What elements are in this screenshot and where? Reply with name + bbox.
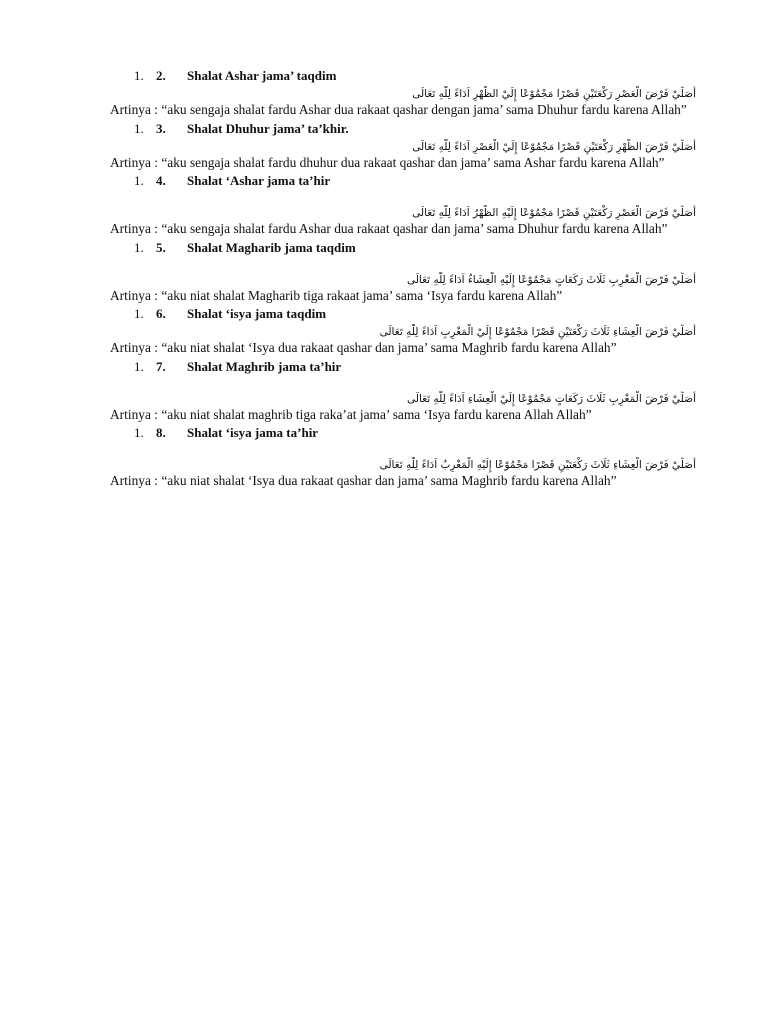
section-isya-jama-tahir [110, 425, 710, 489]
list-number-inner: 6. [156, 306, 166, 321]
section-title: Shalat Ashar jama’ taqdim [187, 68, 337, 83]
section-heading [110, 425, 710, 443]
section-dhuhur-jama-takhir [110, 121, 710, 171]
meaning-paragraph: Artinya : “aku sengaja shalat fardu Ashar dua rakaat qashar dengan jama’ sama Dhuhur fardu karena Allah” [110, 102, 687, 117]
list-number-inner: 7. [156, 358, 166, 374]
section-heading [110, 306, 710, 324]
section-magharib-jama-taqdim [110, 240, 710, 304]
list-number-outer: 1. [134, 120, 144, 136]
list-number-outer: 1. [134, 239, 144, 255]
section-title: Shalat ‘isya jama ta’hir [187, 425, 319, 440]
document-body [110, 68, 710, 492]
section-heading [110, 173, 710, 191]
list-number-outer: 1. [134, 68, 144, 83]
blank-line [110, 443, 710, 457]
arabic-niat: أُصَلِّيْ فَرْضَ الْعِشَاءِ ثَلَاثَ رَكْعَتَيْنِ قَصْرًا مَجْمُوْعًا إِلَيْ الْمَغْرِبِ اَدَاءً لِلّٰهِ تَعَالَى [379, 326, 696, 338]
meaning-paragraph: Artinya : “aku niat shalat ‘Isya dua rakaat qashar dan jama’ sama Maghrib fardu karena Allah” [110, 340, 617, 355]
list-number-inner: 3. [156, 120, 166, 136]
section-heading [110, 121, 710, 139]
section-ashar-jama-taqdim [110, 68, 710, 118]
section-maghrib-jama-tahir [110, 359, 710, 423]
section-title: Shalat Dhuhur jama’ ta’khir. [187, 120, 349, 136]
arabic-niat: أُصَلِّيْ فَرْضَ الْعَصْرِ رَكْعَتَيْنِ قَصْرًا مَجْمُوْعًا إِلَيْهِ الظُّهْرُ اَدَاءً لِلّٰهِ تَعَالَى [412, 207, 696, 219]
blank-line [110, 191, 710, 205]
section-title: Shalat ‘isya jama taqdim [187, 306, 327, 321]
arabic-niat: أُصَلِّيْ فَرْضَ الْمَغْرِبِ ثَلَاثَ رَكَعَاتٍ مَجْمُوْعًا إِلَيْ الْعِشَاءِ اَدَاءً لِلّٰهِ تَعَالَى [407, 392, 696, 405]
arabic-niat: أُصَلِّيْ فَرْضَ الظُّهْرِ رَكْعَتَيْنِ قَصْرًا مَجْمُوْعًا إِلَيْ الْعَصْرِ اَدَاءً لِلّٰهِ تَعَالَى [412, 140, 696, 153]
section-heading [110, 359, 710, 377]
meaning-paragraph: Artinya : “aku niat shalat ‘Isya dua rakaat qashar dan jama’ sama Maghrib fardu karena Allah” [110, 473, 617, 488]
meaning-paragraph: Artinya : “aku niat shalat Magharib tiga rakaat jama’ sama ‘Isya fardu karena Allah” [110, 287, 563, 303]
arabic-niat: أُصَلِّيْ فَرْضَ الْمَغْرِبِ ثَلَاثَ رَكَعَاتٍ مَجْمُوْعًا إِلَيْهِ الْعِشَاءُ اَدَاءً لِلّٰهِ تَعَالَى [406, 273, 696, 286]
list-number-outer: 1. [134, 306, 144, 321]
list-number-inner: 5. [156, 239, 166, 255]
list-number-inner: 4. [156, 173, 166, 188]
section-title: Shalat Maghrib jama ta’hir [187, 358, 342, 374]
meaning-paragraph: Artinya : “aku sengaja shalat fardu Ashar dua rakaat qashar dan jama’ sama Dhuhur fardu karena Allah” [110, 221, 668, 236]
list-number-outer: 1. [134, 425, 144, 440]
meaning-paragraph: Artinya : “aku sengaja shalat fardu dhuhur dua rakaat qashar dan jama’ sama Ashar fardu karena Allah” [110, 154, 665, 170]
section-isya-jama-taqdim [110, 306, 710, 356]
section-heading [110, 240, 710, 258]
section-heading [110, 68, 710, 86]
list-number-inner: 8. [156, 425, 166, 440]
section-ashar-jama-tahir [110, 173, 710, 237]
list-number-outer: 1. [134, 358, 144, 374]
list-number-outer: 1. [134, 173, 144, 188]
section-title: Shalat ‘Ashar jama ta’hir [187, 173, 331, 188]
blank-line [110, 377, 710, 391]
arabic-niat: أُصَلِّيْ فَرْضَ الْعِشَاءِ ثَلَاثَ رَكْعَتَيْنِ قَصْرًا مَجْمُوْعًا إِلَيْهِ الْمَغْرِبُ اَدَاءً لِلّٰهِ تَعَالَى [379, 459, 696, 471]
blank-line [110, 258, 710, 272]
meaning-paragraph: Artinya : “aku niat shalat maghrib tiga raka’at jama’ sama ‘Isya fardu karena Allah Allah” [110, 406, 592, 422]
list-number-inner: 2. [156, 68, 166, 83]
arabic-niat: أُصَلِّيْ فَرْضَ الْعَصْرِ رَكْعَتَيْنِ قَصْرًا مَجْمُوْعًا إِلَيْ الظُّهْرِ اَدَاءً لِلّٰهِ تَعَالَى [412, 88, 696, 100]
section-title: Shalat Magharib jama taqdim [187, 239, 356, 255]
